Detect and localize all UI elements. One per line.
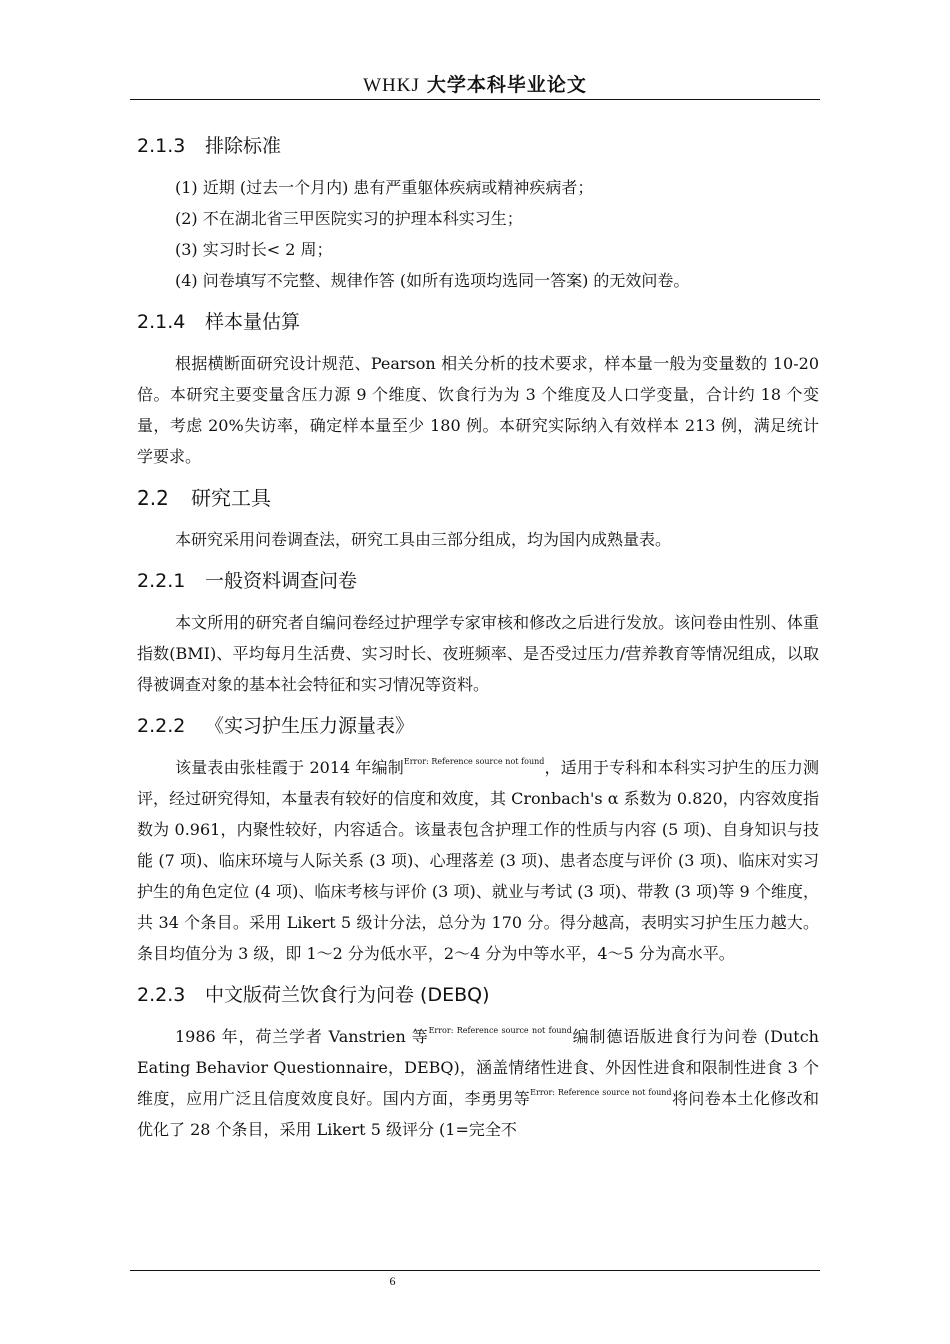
- section-title: 研究工具: [191, 486, 271, 510]
- header-rule: [130, 99, 820, 100]
- list-item: (1) 近期 (过去一个月内) 患有严重躯体疾病或精神疾病者；: [175, 178, 594, 197]
- section-number: 2.2.2: [137, 715, 186, 737]
- page-header: [130, 70, 820, 97]
- section-number: 2.2: [137, 486, 169, 510]
- section-2-2-heading: [137, 480, 819, 516]
- list-item: (4) 问卷填写不完整、规律作答 (如所有选项均选同一答案) 的无效问卷。: [175, 271, 690, 290]
- section-2-2-1-heading: [137, 563, 819, 599]
- sample-size-paragraph: 根据横断面研究设计规范、Pearson 相关分析的技术要求，样本量一般为变量数的 10-20 倍。本研究主要变量含压力源 9 个维度、饮食行为为 3 个维度及人口学变量，合计约 18 个变量，考虑 20%失访率，确定样本量至少 180 例。本研究实际纳入有效样本 213 例，满足统计学要求。: [137, 354, 819, 466]
- page-content: [137, 128, 819, 1153]
- paragraph-text: 1986 年，荷兰学者 Vanstrien 等: [175, 1027, 429, 1046]
- exclusion-criteria-list: [137, 172, 819, 296]
- section-2-1-4-heading: [137, 304, 819, 340]
- footer-rule: [130, 1270, 820, 1271]
- list-item: (2) 不在湖北省三甲医院实习的护理本科实习生；: [175, 209, 523, 228]
- stress-scale-paragraph: [137, 752, 819, 969]
- section-title: 《实习护生压力源量表》: [205, 715, 415, 737]
- reference-error: Error: Reference source not found: [530, 1088, 672, 1097]
- section-title: 样本量估算: [205, 311, 301, 333]
- list-item: (3) 实习时长< 2 周；: [175, 240, 333, 259]
- section-number: 2.1.3: [137, 135, 186, 157]
- paragraph-text: 将问卷本土化修改和优化了 28 个条目，采用 Likert 5 级评分 (1=完全不: [137, 1089, 819, 1139]
- header-brand: WHKJ: [363, 75, 420, 96]
- research-tools-paragraph: 本研究采用问卷调查法，研究工具由三部分组成，均为国内成熟量表。: [175, 530, 672, 549]
- section-number: 2.1.4: [137, 311, 186, 333]
- reference-error: Error: Reference source not found: [403, 757, 545, 766]
- paragraph-text: ，适用于专科和本科实习护生的压力测评，经过研究得知，本量表有较好的信度和效度，其 Cronbach's α 系数为 0.820，内容效度指数为 0.961，内聚性较好，内容适合。该量表包含护理工作的性质与内容 (5 项)、自身知识与技能 (7 项)、临床环境与人际关系 (3 项)、心理落差 (3 项)、患者态度与评价 (3 项)、临床对实习护生的角色定位 (4 项)、临床考核与评价 (3 项)、就业与考试 (3 项)、带教 (3 项)等 9 个维度，共 34 个条目。采用 Likert 5 级计分法，总分为 170 分。得分越高，表明实习护生压力越大。条目均值分为 3 级，即 1～2 分为低水平，2～4 分为中等水平，4～5 分为高水平。: [137, 758, 819, 963]
- section-2-1-3-heading: [137, 128, 819, 164]
- section-title: 一般资料调查问卷: [205, 570, 358, 592]
- paragraph-text: 该量表由张桂霞于 2014 年编制: [175, 758, 404, 777]
- section-2-2-3-heading: [137, 977, 819, 1013]
- general-questionnaire-paragraph: 本文所用的研究者自编问卷经过护理学专家审核和修改之后进行发放。该问卷由性别、体重指数(BMI)、平均每月生活费、实习时长、夜班频率、是否受过压力/营养教育等情况组成，以取得被调查对象的基本社会特征和实习情况等资料。: [137, 613, 819, 694]
- paragraph-text: 编制德语版进食行为问卷 (Dutch Eating Behavior Questionnaire，DEBQ)，涵盖情绪性进食、外因性进食和限制性进食 3 个维度，应用广泛且信度效度良好。国内方面，李勇男等: [137, 1027, 819, 1108]
- section-number: 2.2.3: [137, 984, 186, 1006]
- page-number: 6: [389, 1274, 396, 1288]
- section-number: 2.2.1: [137, 570, 186, 592]
- section-title: 中文版荷兰饮食行为问卷 (DEBQ): [205, 984, 490, 1006]
- header-title: 大学本科毕业论文: [426, 74, 587, 96]
- section-2-2-2-heading: [137, 708, 819, 744]
- reference-error: Error: Reference source not found: [428, 1026, 572, 1035]
- section-title: 排除标准: [205, 135, 282, 157]
- debq-paragraph: [137, 1021, 819, 1145]
